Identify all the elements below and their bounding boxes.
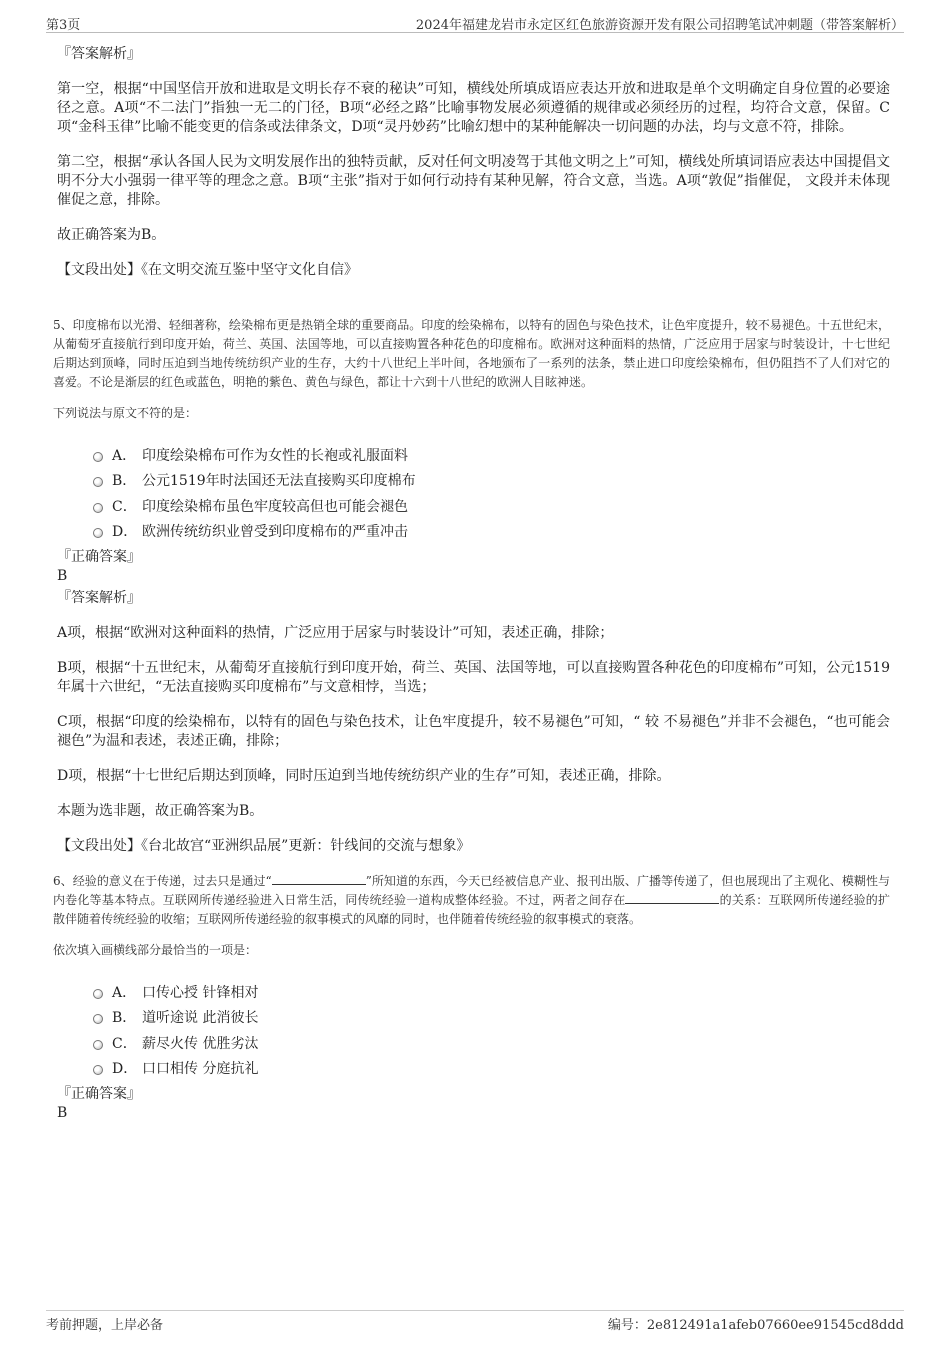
page-header [46, 14, 904, 33]
radio-button-icon[interactable] [93, 477, 103, 487]
question-6-text-part-2: ”所知道的东西，今天已经被信息产业、报刊出版、广播等传递了，但也展现出了主观化、模糊性与内卷化等基本特点。互联网所传递经验进入日常生活，同传统经验一道构成整体经验。不过，两者之间存在 [53, 874, 890, 907]
option-text: 印度绘染棉布虽色牢度较高但也可能会褪色 [142, 498, 408, 515]
analysis-label: 『答案解析』 [57, 590, 141, 606]
radio-button-icon[interactable] [93, 528, 103, 538]
option-d[interactable] [93, 519, 890, 545]
option-b[interactable] [93, 468, 890, 494]
question-6-text-part-1: 6、经验的意义在于传递，过去只是通过“ [53, 874, 272, 888]
option-text: 欧洲传统纺织业曾受到印度棉布的严重冲击 [142, 524, 408, 541]
fill-blank-1 [272, 872, 366, 885]
radio-button-icon[interactable] [93, 989, 103, 999]
option-letter: D． [112, 1061, 138, 1078]
option-text: 口传心授 针锋相对 [142, 984, 259, 1001]
radio-button-icon[interactable] [93, 503, 103, 513]
question-6-prompt: 依次填入画横线部分最恰当的一项是： [53, 943, 258, 957]
option-letter: B． [112, 473, 137, 490]
option-text: 口口相传 分庭抗礼 [142, 1061, 259, 1078]
option-letter: C． [112, 498, 137, 515]
source-citation: 【文段出处】《在文明交流互鉴中坚守文化自信》 [57, 262, 358, 278]
source-citation: 【文段出处】《台北故宫“亚洲织品展”更新：针线间的交流与想象》 [57, 838, 471, 854]
fill-blank-2 [625, 891, 719, 904]
option-text: 道听途说 此消彼长 [142, 1010, 259, 1027]
option-letter: B． [112, 1010, 137, 1027]
document-id: 编号：2e812491a1afeb07660ee91545cd8ddd [607, 1318, 904, 1333]
option-a[interactable] [93, 979, 890, 1005]
analysis-option-c: C项，根据“印度的绘染棉布，以特有的固色与染色技术，让色牢度提升，较不易褪色”可知，“ 较 不易褪色”并非不会褪色，“也可能会褪色”为温和表述，表述正确，排除； [57, 714, 890, 749]
option-b[interactable] [93, 1005, 890, 1031]
option-letter: A． [112, 984, 137, 1001]
option-text: 公元1519年时法国还无法直接购买印度棉布 [142, 473, 416, 490]
option-a[interactable] [93, 442, 890, 468]
question-6-text-part-3: 的关系：互联网所传递经验的扩散伴随着传统经验的收缩；互联网所传递经验的叙事模式的风靡的同时，也伴随着传统经验的叙事模式的衰落。 [53, 893, 890, 926]
option-d[interactable] [93, 1056, 890, 1082]
radio-button-icon[interactable] [93, 452, 103, 462]
footer-slogan: 考前押题，上岸必备 [46, 1318, 164, 1333]
analysis-label: 『答案解析』 [57, 46, 141, 62]
analysis-paragraph-1: 第一空，根据“中国坚信开放和进取是文明长存不衰的秘诀”可知，横线处所填成语应表达开放和进取是单个文明确定自身位置的必要途径之意。A项“不二法门”指独一无二的门径，B项“必经之路”比喻事物发展必须遵循的规律或必须经历的过程，均符合文意，保留。C项“金科玉律”比喻不能变更的信条或法律条文，D项“灵丹妙药”比喻幻想中的某种能解决一切问题的办法，均与文意不符，排除。 [57, 81, 890, 135]
radio-button-icon[interactable] [93, 1014, 103, 1024]
correct-answer-label: 『正确答案』 [57, 549, 141, 565]
option-letter: D． [112, 524, 138, 541]
option-letter: A． [112, 447, 137, 464]
document-title: 2024年福建龙岩市永定区红色旅游资源开发有限公司招聘笔试冲刺题（带答案解析） [415, 18, 904, 33]
analysis-option-b: B项，根据“十五世纪末，从葡萄牙直接航行到印度开始，荷兰、英国、法国等地，可以直接购置各种花色的印度棉布”可知，公元1519年属十六世纪，“无法直接购买印度棉布”与文意相悖，当选； [57, 660, 890, 695]
page-footer [46, 1310, 904, 1333]
analysis-paragraph-2: 第二空，根据“承认各国人民为文明发展作出的独特贡献，反对任何文明凌驾于其他文明之上”可知，横线处所填词语应表达中国提倡文明不分大小强弱一律平等的理念之意。B项“主张”指对于如何行动持有某种见解，符合文意，当选。A项“敦促”指催促， 文段并未体现催促之意，排除。 [57, 154, 890, 208]
radio-button-icon[interactable] [93, 1065, 103, 1075]
option-text: 薪尽火传 优胜劣汰 [142, 1035, 259, 1052]
correct-answer-label: 『正确答案』 [57, 1086, 141, 1102]
correct-answer-value: B [57, 1105, 68, 1121]
analysis-option-a: A项，根据“欧洲对这种面料的热情，广泛应用于居家与时装设计”可知，表述正确，排除； [57, 625, 614, 641]
option-text: 印度绘染棉布可作为女性的长袍或礼服面料 [142, 447, 408, 464]
page-content [53, 44, 890, 1125]
question-5-text: 5、印度棉布以光滑、轻细著称，绘染棉布更是热销全球的重要商品。印度的绘染棉布，以特有的固色与染色技术，让色牢度提升，较不易褪色。十五世纪末，从葡萄牙直接航行到印度开始，荷兰、英国、法国等地，可以直接购置各种花色的印度棉布。欧洲对这种面料的热情，广泛应用于居家与时装设计，十七世纪后期达到顶峰，同时压迫到当地传统纺织产业的生存，大约十八世纪上半叶间，各地颁布了一系列的法条，禁止进口印度绘染棉布，但仍阻挡不了人们对它的喜爱。不论是渐层的红色或蓝色，明艳的紫色、黄色与绿色，都让十六到十八世纪的欧洲人目眩神迷。 [53, 318, 890, 389]
analysis-conclusion: 故正确答案为B。 [57, 227, 166, 243]
option-c[interactable] [93, 1030, 890, 1056]
correct-answer-value: B [57, 568, 68, 584]
option-letter: C． [112, 1035, 137, 1052]
radio-button-icon[interactable] [93, 1040, 103, 1050]
question-6-options [93, 979, 890, 1081]
analysis-option-d: D项，根据“十七世纪后期达到顶峰，同时压迫到当地传统纺织产业的生存”可知，表述正确，排除。 [57, 768, 671, 784]
question-5-prompt: 下列说法与原文不符的是： [53, 406, 198, 420]
page-number: 第3页 [46, 18, 81, 33]
question-6-text [53, 872, 890, 929]
option-c[interactable] [93, 493, 890, 519]
question-5-options [93, 442, 890, 544]
analysis-conclusion: 本题为选非题，故正确答案为B。 [57, 803, 264, 819]
